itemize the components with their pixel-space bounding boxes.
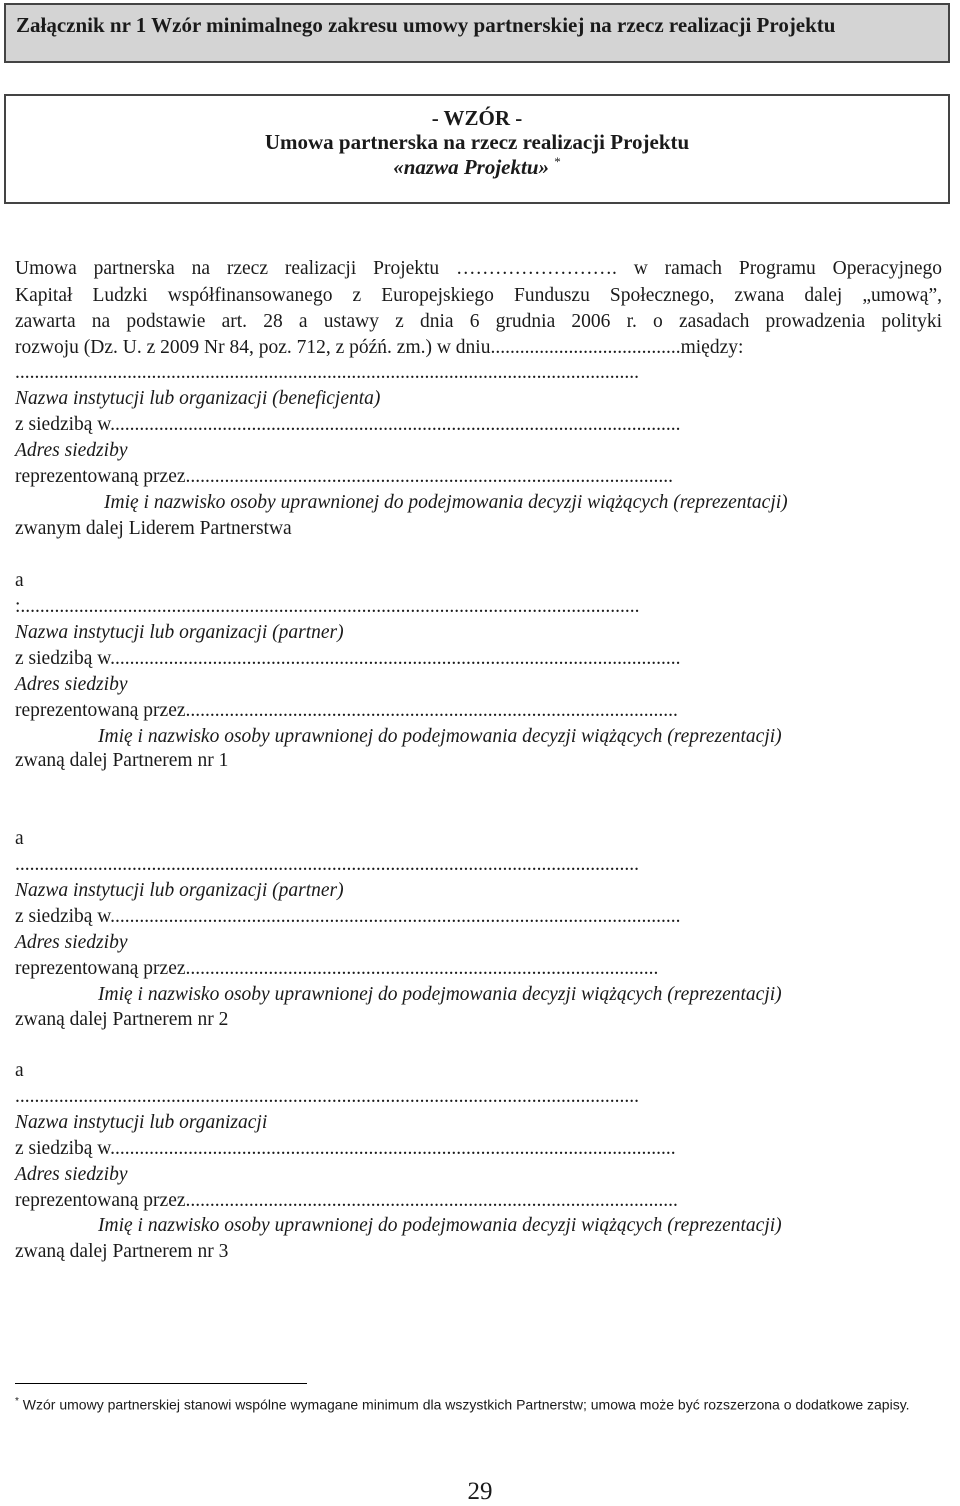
partner-3-name-dots: ................................................................................................................................ (15, 1086, 639, 1107)
partner-3-called: zwaną dalej Partnerem nr 3 (15, 1241, 229, 1262)
intro-line-4: rozwoju (Dz. U. z 2009 Nr 84, poz. 712, z późń. zm.) w dniu.......................................między: (15, 337, 744, 358)
page-number: 29 (467, 1478, 493, 1505)
intro-line-1: Umowa partnerska na rzecz realizacji Projektu ……………………. w ramach Programu Operacyjnego (15, 258, 942, 279)
beneficiary-name-dots: ................................................................................................................................ (15, 362, 639, 383)
annex-title: Załącznik nr 1 Wzór minimalnego zakresu umowy partnerskiej na rzecz realizacji Projektu (16, 13, 836, 37)
partner-1-rep-hint: Imię i nazwisko osoby uprawnionej do podejmowania decyzji wiążących (reprezentacji) (98, 726, 782, 747)
contract-title: Umowa partnerska na rzecz realizacji Projektu (264, 130, 690, 154)
template-label: - WZÓR - (431, 106, 523, 130)
partner-1-called: zwaną dalej Partnerem nr 1 (15, 750, 229, 771)
partner-3-rep-hint: Imię i nazwisko osoby uprawnionej do podejmowania decyzji wiążących (reprezentacji) (98, 1215, 782, 1236)
footnote-divider (15, 1383, 307, 1384)
partner-2-seat-hint: Adres siedziby (15, 932, 128, 953)
partner-3-seat-hint: Adres siedziby (15, 1164, 128, 1185)
beneficiary-seat-hint: Adres siedziby (15, 440, 128, 461)
footnote-mark: * (554, 154, 561, 169)
footnote-mark-bottom: * (15, 1396, 19, 1407)
partner-1-name-dots: :............................................................................................................................... (15, 596, 640, 617)
partner-3-rep-line: reprezentowaną przez..................................................................................................... (15, 1190, 678, 1211)
beneficiary-name-hint: Nazwa instytucji lub organizacji (beneficjenta) (15, 388, 381, 409)
partner-2-seat-line: z siedzibą w..................................................................................................................... (15, 906, 681, 927)
partner-2-connector: a (15, 828, 24, 849)
partner-3-seat-line: z siedzibą w.................................................................................................................... (15, 1138, 676, 1159)
annex-title-box (4, 3, 950, 63)
intro-line-3: zawarta na podstawie art. 28 a ustawy z dnia 6 grudnia 2006 r. o zasadach prowadzenia polityki (15, 311, 942, 332)
footnote-text: Wzór umowy partnerskiej stanowi wspólne wymagane minimum dla wszystkich Partnerstw; umowa może być rozszerzona o dodatkowe zapisy. (22, 1396, 910, 1413)
beneficiary-rep-hint: Imię i nazwisko osoby uprawnionej do podejmowania decyzji wiążących (reprezentacji) (104, 492, 788, 513)
project-name-placeholder (6, 154, 948, 180)
beneficiary-called: zwanym dalej Liderem Partnerstwa (15, 518, 292, 539)
partner-2-called: zwaną dalej Partnerem nr 2 (15, 1009, 229, 1030)
partner-3-connector: a (15, 1060, 24, 1081)
partner-1-rep-line: reprezentowaną przez..................................................................................................... (15, 700, 678, 721)
partner-2-name-hint: Nazwa instytucji lub organizacji (partner) (15, 880, 344, 901)
partner-1-name-hint: Nazwa instytucji lub organizacji (partner) (15, 622, 344, 643)
beneficiary-rep-line: reprezentowaną przez.................................................................................................... (15, 466, 674, 487)
intro-line-2: Kapitał Ludzki współfinansowanego z Europejskiego Funduszu Społecznego, zwana dalej „umową”, (15, 285, 942, 306)
footnote (15, 1392, 943, 1415)
partner-2-rep-hint: Imię i nazwisko osoby uprawnionej do podejmowania decyzji wiążących (reprezentacji) (98, 984, 782, 1005)
partner-2-rep-line: reprezentowaną przez................................................................................................. (15, 958, 659, 979)
partner-1-seat-hint: Adres siedziby (15, 674, 128, 695)
partner-3-name-hint: Nazwa instytucji lub organizacji (15, 1112, 268, 1133)
beneficiary-seat-line: z siedzibą w..................................................................................................................... (15, 414, 681, 435)
partner-2-name-dots: ................................................................................................................................ (15, 854, 639, 875)
partner-1-connector: a (15, 570, 24, 591)
project-name-text: «nazwa Projektu» (393, 155, 550, 179)
partner-1-seat-line: z siedzibą w..................................................................................................................... (15, 648, 681, 669)
contract-title-box (4, 94, 950, 204)
